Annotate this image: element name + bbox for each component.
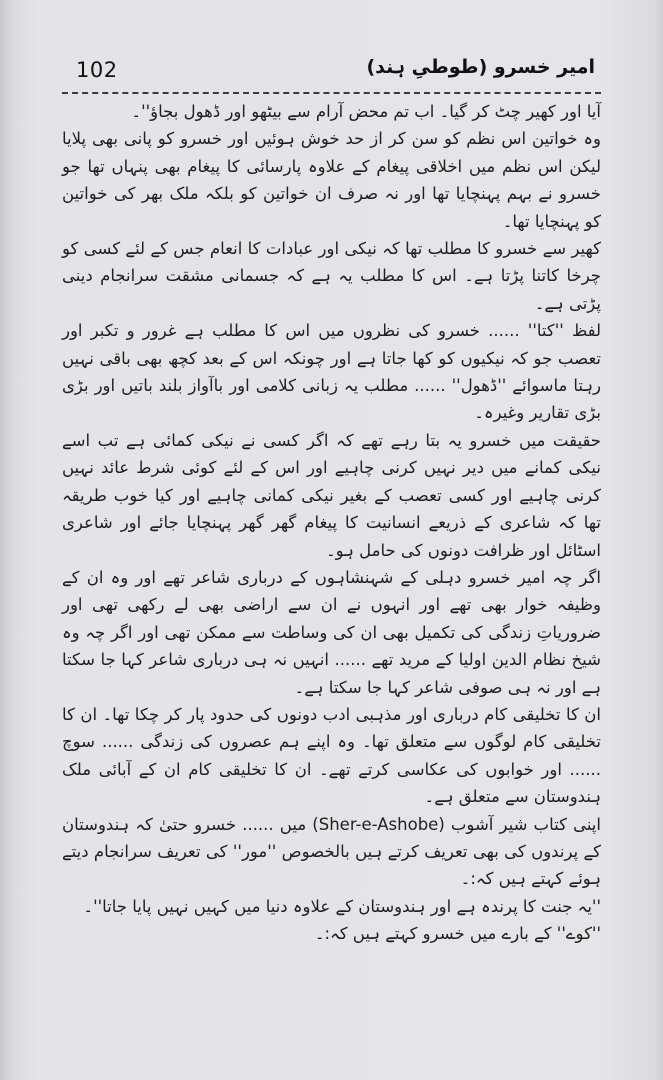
body-text <box>62 98 601 948</box>
running-title: امیر خسرو (طوطیِ ہند) <box>366 56 595 78</box>
paragraph-8: اپنی کتاب شیر آشوب (Sher-e-Ashobe) میں ...... خسرو حتیٰ کہ ہندوستان کے پرندوں کی بھی تعریف کرتے ہیں بالخصوص ''مور'' کی تعریف سرانجام دیتے ہوئے کہتے ہیں کہ:۔ <box>62 814 601 889</box>
paragraph-2: وہ خواتین اس نظم کو سن کر از حد خوش ہوئیں اور خسرو کو پانی بھی پلایا لیکن اس نظم میں اخلاقی پیغام کے علاوہ پارسائی کا پیغام بھی پنہاں تھا جو خسرو نے بہم پہنچایا تھا اور نہ صرف ان خواتین کو بلکہ ملک بھر کی خواتین کو پہنچایا تھا۔ <box>62 129 601 231</box>
paragraph-3: کھیر سے خسرو کا مطلب تھا کہ نیکی اور عبادات کا انعام جس کے لئے کسی کو چرخا کاتنا پڑتا ہے۔ اس کا مطلب یہ ہے کہ جسمانی مشقت سرانجام دینی پڑتی ہے۔ <box>62 239 601 313</box>
quote-peacock: ''یہ جنت کا پرندہ ہے اور ہندوستان کے علاوہ دنیا میں کہیں نہیں پایا جاتا''۔ <box>83 896 601 916</box>
paragraph-crow: ''کوے'' کے بارے میں خسرو کہتے ہیں کہ:۔ <box>314 924 601 944</box>
page-header <box>62 56 601 88</box>
page-number: 102 <box>76 58 118 82</box>
paragraph-7: ان کا تخلیقی کام درباری اور مذہبی ادب دونوں کی حدود پار کر چکا تھا۔ ان کا تخلیقی کام لوگوں سے متعلق تھا۔ وہ اپنے ہم عصروں کی زندگی ...... سوچ ...... اور خوابوں کی عکاسی کرتے تھے۔ ان کا تخلیقی کام ان کے آبائی ملک ہندوستان سے متعلق ہے۔ <box>62 704 601 807</box>
paragraph-6: اگر چہ امیر خسرو دہلی کے شہنشاہوں کے درباری شاعر تھے اور وہ ان کے وظیفہ خوار بھی تھے اور انہوں نے ان سے اراضی بھی لے رکھی تھی اور ضروریاتِ زندگی کی تکمیل بھی ان کی وساطت سے ممکن تھی اور اگر چہ وہ شیخ نظام الدین اولیا کے مرید تھے ...... انہیں نہ ہی درباری شاعر کہا جا سکتا ہے اور نہ ہی صوفی شاعر کہا جا سکتا ہے۔ <box>62 567 601 697</box>
paragraph-5: حقیقت میں خسرو یہ بتا رہے تھے کہ اگر کسی نے نیکی کمائی ہے تب اسے نیکی کمانے میں دیر نہیں کرنی چاہیے اور اس کے لئے کوئی شرط عائد نہیں کرنی چاہیے اور کسی تعصب کے بغیر نیکی کمانی چاہیے اور کیا خوب طریقہ تھا کہ شاعری کے ذریعے انسانیت کا پیغام گھر گھر پہنچایا جائے اور شاعری اسٹائل اور ظرافت دونوں کی حامل ہو۔ <box>62 430 601 560</box>
page-edge-shadow <box>655 0 663 1080</box>
paragraph-1: آیا اور کھیر چٹ کر گیا۔ اب تم محض آرام سے بیٹھو اور ڈھول بجاؤ''۔ <box>131 102 601 121</box>
header-divider <box>62 92 601 94</box>
paragraph-4: لفظ ''کتا'' ...... خسرو کی نظروں میں اس کا مطلب ہے غرور و تکبر اور تعصب جو کہ نیکیوں کو کھا جاتا ہے اور چونکہ اس کے بعد کچھ بھی باقی نہیں رہتا ماسوائے ''ڈھول'' ...... مطلب یہ زبانی کلامی اور باآواز بلند باتیں اور بڑی بڑی تقاریر وغیرہ۔ <box>62 321 601 423</box>
